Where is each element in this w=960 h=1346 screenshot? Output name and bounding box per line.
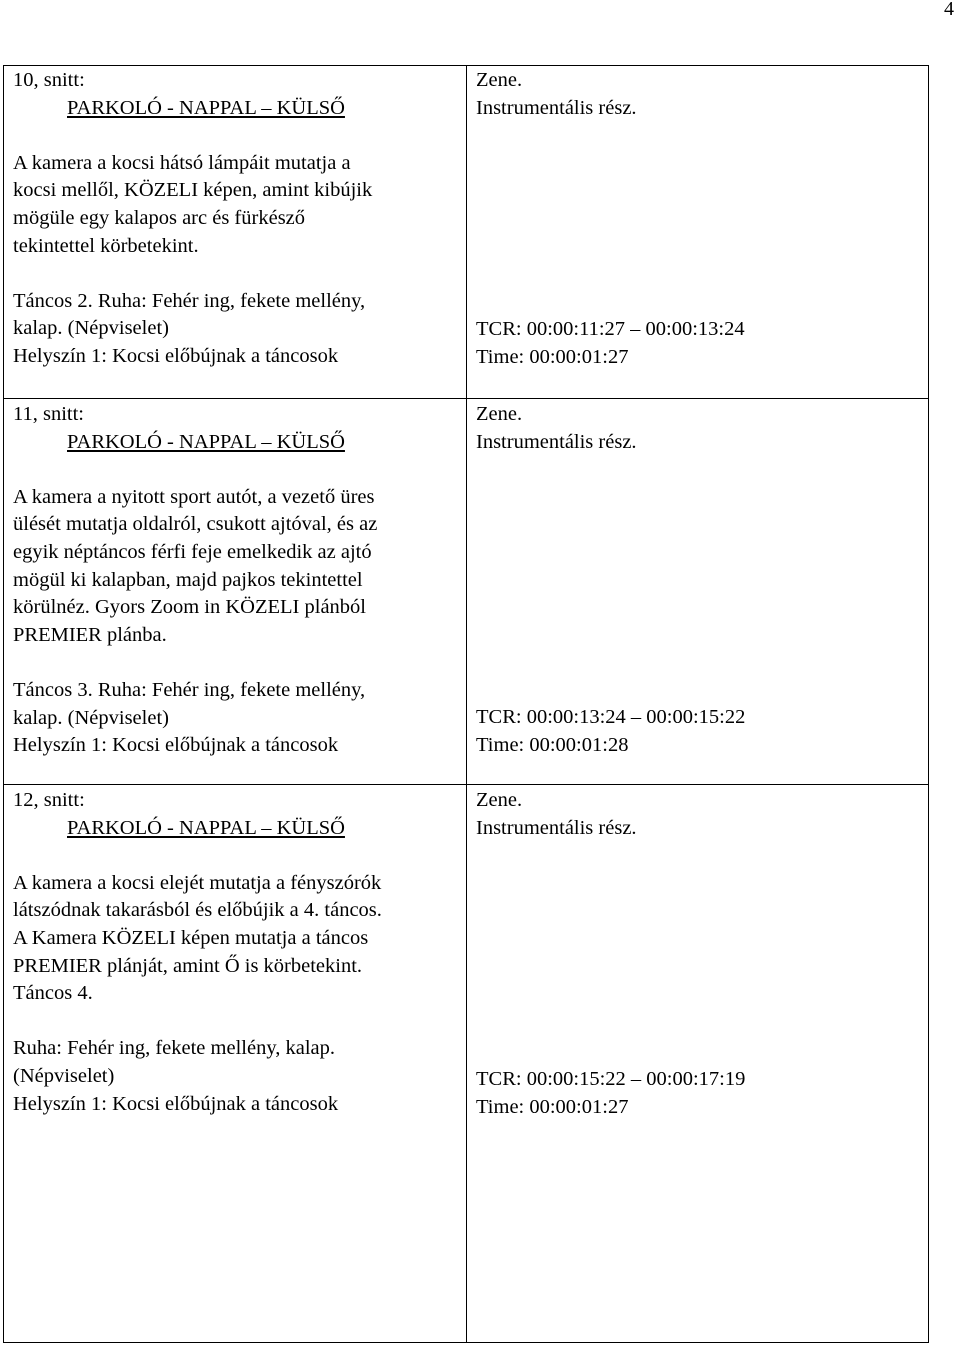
description-line: A kamera a nyitott sport autót, a vezető üres bbox=[13, 485, 375, 508]
audio-line: Instrumentális rész. bbox=[476, 96, 637, 119]
shot-location: PARKOLÓ - NAPPAL – KÜLSŐ bbox=[67, 96, 345, 119]
tcr-range: TCR: 00:00:15:22 – 00:00:17:19 bbox=[476, 1068, 746, 1090]
description-line: kocsi mellől, KÖZELI képen, amint kibújik bbox=[13, 179, 373, 202]
row-divider bbox=[4, 784, 928, 785]
info-line: kalap. (Népviselet) bbox=[13, 706, 169, 729]
info-line: Helyszín 1: Kocsi előbújnak a táncosok bbox=[13, 344, 339, 367]
shot-12-description-cell bbox=[13, 787, 458, 1118]
description-line: tekintettel körbetekint. bbox=[13, 234, 199, 257]
info-line: Táncos 2. Ruha: Fehér ing, fekete mellény, bbox=[13, 289, 366, 312]
description-line: A kamera a kocsi hátsó lámpáit mutatja a bbox=[13, 151, 351, 174]
column-divider bbox=[466, 66, 467, 1342]
shot-location: PARKOLÓ - NAPPAL – KÜLSŐ bbox=[67, 816, 345, 839]
tcr-range: TCR: 00:00:11:27 – 00:00:13:24 bbox=[476, 318, 745, 340]
info-line: Táncos 3. Ruha: Fehér ing, fekete mellény, bbox=[13, 678, 366, 701]
tcr-range: TCR: 00:00:13:24 – 00:00:15:22 bbox=[476, 706, 746, 728]
description-line: látszódnak takarásból és előbújik a 4. táncos. bbox=[13, 899, 382, 922]
shot-11-timecode bbox=[476, 704, 916, 759]
audio-line: Instrumentális rész. bbox=[476, 816, 637, 839]
description-line: mögül ki kalapban, majd pajkos tekintettel bbox=[13, 568, 363, 591]
description-line: ülését mutatja oldalról, csukott ajtóval, és az bbox=[13, 513, 378, 536]
info-line: Ruha: Fehér ing, fekete mellény, kalap. bbox=[13, 1037, 336, 1060]
duration: Time: 00:00:01:27 bbox=[476, 345, 629, 368]
shot-11-description-cell bbox=[13, 401, 458, 760]
description-line: A Kamera KÖZELI képen mutatja a táncos bbox=[13, 926, 369, 949]
shot-10-audio-cell bbox=[476, 67, 916, 122]
duration: Time: 00:00:01:27 bbox=[476, 1095, 629, 1118]
info-line: kalap. (Népviselet) bbox=[13, 317, 169, 340]
info-line: (Népviselet) bbox=[13, 1064, 115, 1087]
shot-12-timecode bbox=[476, 1066, 916, 1121]
shot-heading: 11, snitt: bbox=[13, 403, 84, 425]
shot-12-audio-cell bbox=[476, 787, 916, 842]
shot-location: PARKOLÓ - NAPPAL – KÜLSŐ bbox=[67, 430, 345, 453]
audio-line: Zene. bbox=[476, 69, 523, 91]
shot-heading: 12, snitt: bbox=[13, 789, 85, 811]
shot-10-timecode bbox=[476, 316, 916, 371]
shot-table bbox=[3, 65, 929, 1343]
description-line: A kamera a kocsi elejét mutatja a fényszórók bbox=[13, 871, 382, 894]
audio-line: Zene. bbox=[476, 789, 523, 811]
shot-11-audio-cell bbox=[476, 401, 916, 456]
description-line: mögüle egy kalapos arc és fürkésző bbox=[13, 206, 306, 229]
description-line: PREMIER plánba. bbox=[13, 623, 167, 646]
shot-heading: 10, snitt: bbox=[13, 69, 85, 91]
page-number: 4 bbox=[944, 0, 954, 20]
description-line: körülnéz. Gyors Zoom in KÖZELI plánból bbox=[13, 596, 366, 619]
duration: Time: 00:00:01:28 bbox=[476, 733, 629, 756]
audio-line: Instrumentális rész. bbox=[476, 430, 637, 453]
shot-10-description-cell bbox=[13, 67, 458, 371]
description-line: egyik néptáncos férfi feje emelkedik az ajtó bbox=[13, 540, 372, 563]
info-line: Helyszín 1: Kocsi előbújnak a táncosok bbox=[13, 734, 339, 757]
description-line: Táncos 4. bbox=[13, 982, 93, 1005]
description-line: PREMIER plánját, amint Ő is körbetekint. bbox=[13, 954, 363, 977]
audio-line: Zene. bbox=[476, 403, 523, 425]
info-line: Helyszín 1: Kocsi előbújnak a táncosok bbox=[13, 1092, 339, 1115]
row-divider bbox=[4, 398, 928, 399]
